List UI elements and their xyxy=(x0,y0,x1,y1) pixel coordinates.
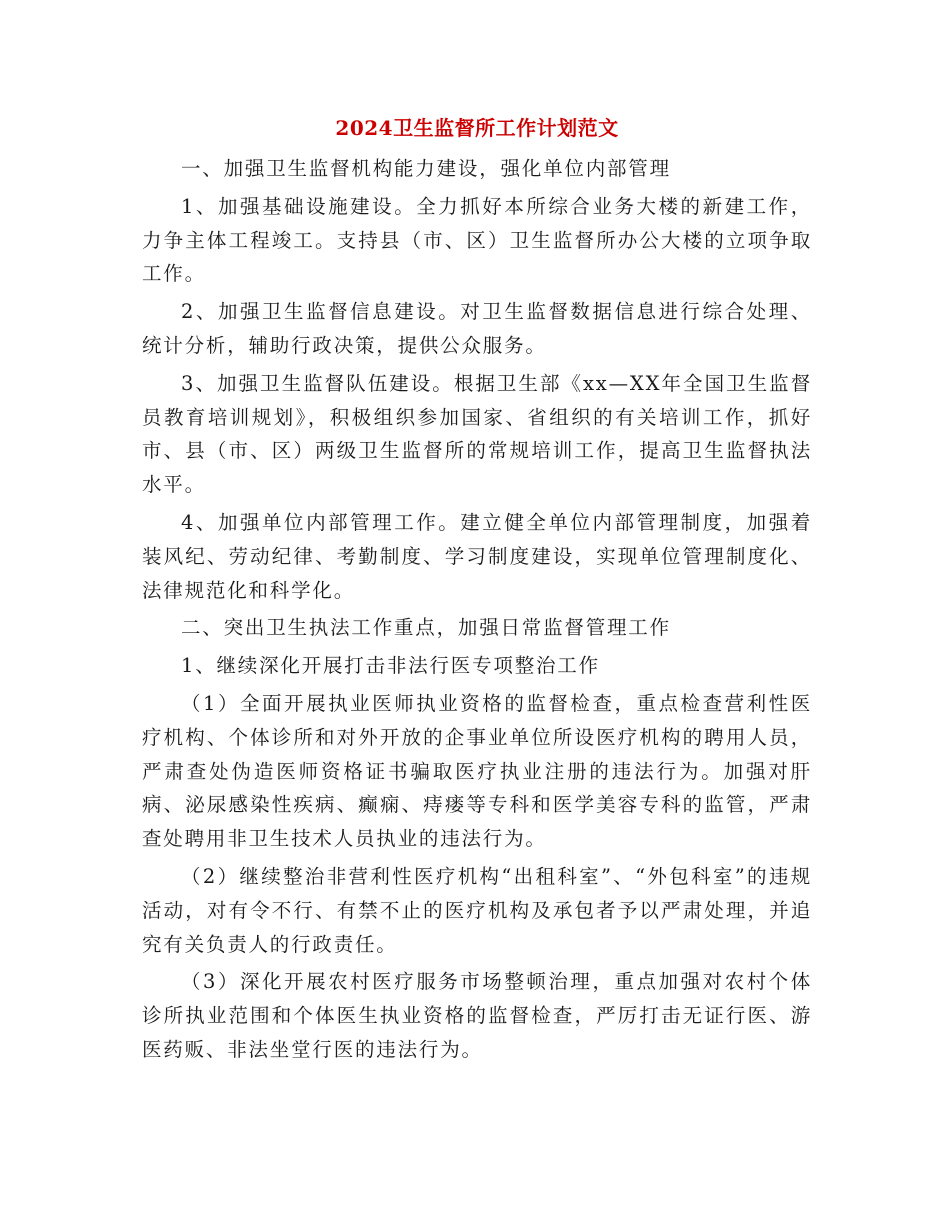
paragraph: 3、加强卫生监督队伍建设。根据卫生部《xx—XX年全国卫生监督员教育培训规划》，积极组织参加国家、省组织的有关培训工作，抓好市、县（市、区）两级卫生监督所的常规培训工作，提高卫生监督执法水平。 xyxy=(142,371,812,497)
section-heading: 二、突出卫生执法工作重点，加强日常监督管理工作 xyxy=(181,616,671,640)
document-body xyxy=(142,110,812,1071)
paragraph: （3）深化开展农村医疗服务市场整顿治理，重点加强对农村个体诊所执业范围和个体医生执业资格的监督检查，严厉打击无证行医、游医药贩、非法坐堂行医的违法行为。 xyxy=(142,970,812,1061)
paragraph: （2）继续整治非营利性医疗机构“出租科室”、“外包科室”的违规活动，对有令不行、有禁不止的医疗机构及承包者予以严肃处理，并追究有关负责人的行政责任。 xyxy=(142,864,812,956)
subsection-heading: 1、继续深化开展打击非法行医专项整治工作 xyxy=(181,654,600,678)
paragraph: 4、加强单位内部管理工作。建立健全单位内部管理制度，加强着装风纪、劳动纪律、考勤制度、学习制度建设，实现单位管理制度化、法律规范化和科学化。 xyxy=(142,510,812,602)
document-title: 2024卫生监督所工作计划范文 xyxy=(335,116,619,140)
paragraph: 1、加强基础设施建设。全力抓好本所综合业务大楼的新建工作，力争主体工程竣工。支持县（市、区）卫生监督所办公大楼的立项争取工作。 xyxy=(142,194,812,286)
paragraph: 2、加强卫生监督信息建设。对卫生监督数据信息进行综合处理、统计分析，辅助行政决策，提供公众服务。 xyxy=(142,300,812,357)
paragraph: （1）全面开展执业医师执业资格的监督检查，重点检查营利性医疗机构、个体诊所和对外开放的企事业单位所设医疗机构的聘用人员，严肃查处伪造医师资格证书骗取医疗执业注册的违法行为。加强对肝病、泌尿感染性疾病、癫痫、痔瘘等专科和医学美容专科的监管，严肃查处聘用非卫生技术人员执业的违法行为。 xyxy=(142,691,812,851)
section-heading: 一、加强卫生监督机构能力建设，强化单位内部管理 xyxy=(181,157,671,180)
